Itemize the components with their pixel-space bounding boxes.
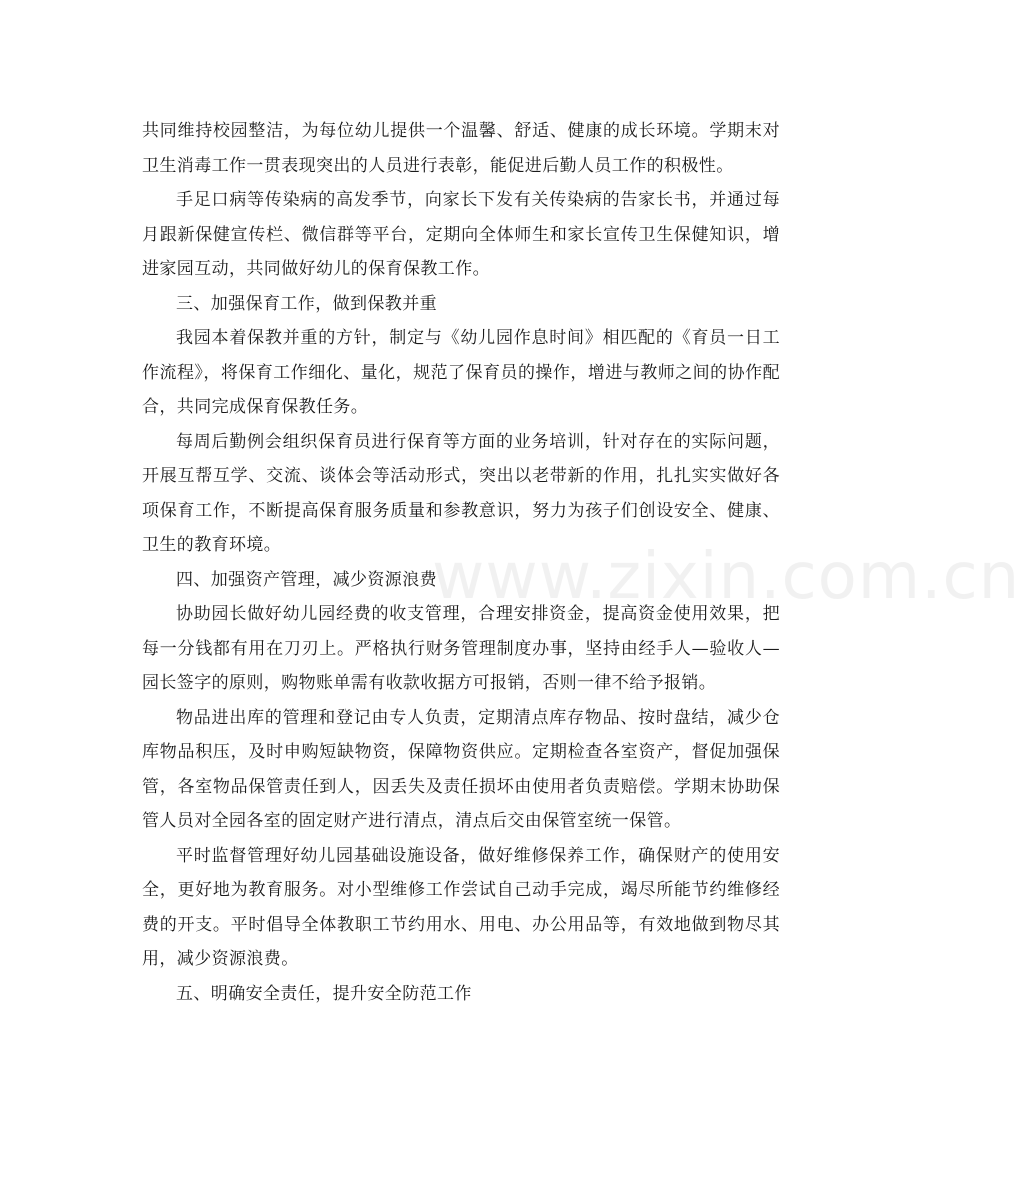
watermark-text: www.zixin.com.cn: [432, 540, 1020, 614]
paragraph-finance-management: 协助园长做好幼儿园经费的收支管理，合理安排资金，提高资金使用效果，把每一分钱都有用在刀刃上。严格执行财务管理制度办事，坚持由经手人—验收人—园长签字的原则，购物账单需有收款收据方可报销，否则一律不给予报销。: [142, 604, 780, 693]
paragraph-facility-maintenance: 平时监督管理好幼儿园基础设施设备，做好维修保养工作，确保财产的使用安全，更好地为教育服务。对小型维修工作尝试自己动手完成，竭尽所能节约维修经费的开支。平时倡导全体教职工节约用水、用电、办公用品等，有效地做到物尽其用，减少资源浪费。: [142, 845, 780, 969]
section-heading-5: 五、明确安全责任，提升安全防范工作: [176, 983, 472, 1004]
paragraph-hygiene-continued: 共同维持校园整洁，为每位幼儿提供一个温馨、舒适、健康的成长环境。学期末对卫生消毒工作一贯表现突出的人员进行表彰，能促进后勤人员工作的积极性。: [142, 121, 780, 176]
paragraph-infectious-disease: 手足口病等传染病的高发季节，向家长下发有关传染病的告家长书，并通过每月跟新保健宣传栏、微信群等平台，定期向全体师生和家长宣传卫生保健知识，增进家园互动，共同做好幼儿的保育保教工作。: [142, 190, 780, 279]
section-heading-3: 三、加强保育工作，做到保教并重: [176, 293, 437, 314]
paragraph-inventory-management: 物品进出库的管理和登记由专人负责，定期清点库存物品、按时盘结，减少仓库物品积压，及时申购短缺物资，保障物资供应。定期检查各室资产，督促加强保管，各室物品保管责任到人，因丢失及责任损坏由使用者负责赔偿。学期末协助保管人员对全园各室的固定财产进行清点，清点后交由保管室统一保管。: [142, 707, 780, 831]
section-heading-4: 四、加强资产管理，减少资源浪费: [176, 569, 437, 590]
paragraph-weekly-training: 每周后勤例会组织保育员进行保育等方面的业务培训，针对存在的实际问题，开展互帮互学、交流、谈体会等活动形式，突出以老带新的作用，扎扎实实做好各项保育工作，不断提高保育服务质量和参教意识，努力为孩子们创设安全、健康、卫生的教育环境。: [142, 431, 780, 555]
paragraph-care-education-policy: 我园本着保教并重的方针，制定与《幼儿园作息时间》相匹配的《育员一日工作流程》，将保育工作细化、量化，规范了保育员的操作，增进与教师之间的协作配合，共同完成保育保教任务。: [142, 328, 780, 417]
